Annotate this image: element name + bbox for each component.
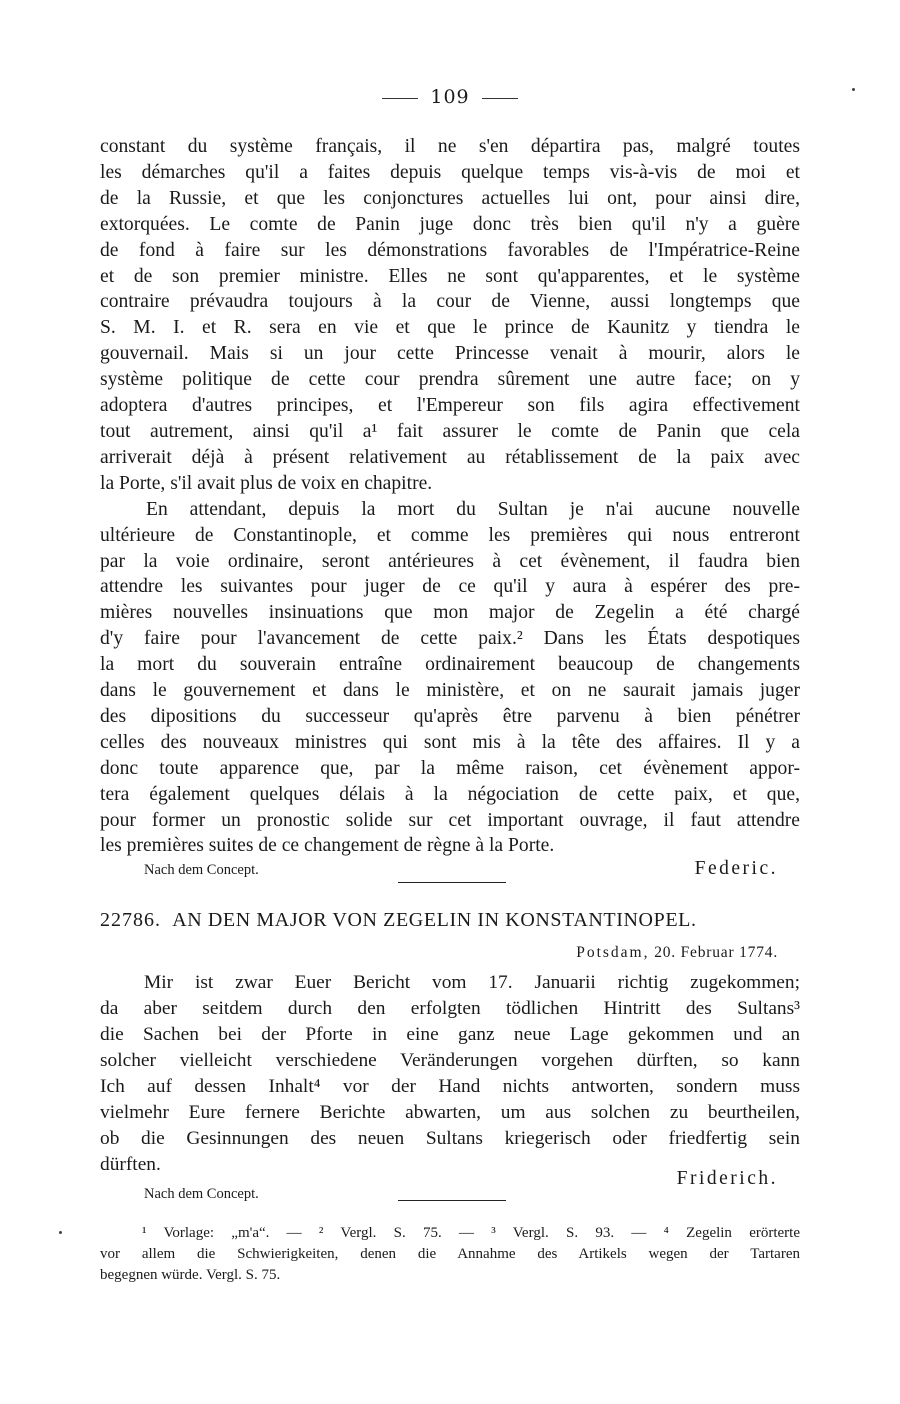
print-speck bbox=[852, 88, 855, 91]
letter1-line: de fond à faire sur les démonstrations favorables de l'Impératrice-Reine bbox=[100, 239, 800, 261]
letter2-heading bbox=[100, 909, 800, 932]
letter1-line: les premières suites de ce changement de règne à la Porte. bbox=[100, 835, 555, 857]
letter1-line: adoptera d'autres principes, et l'Empereur son fils agira effectivement bbox=[100, 395, 800, 417]
letter1-line: les démarches qu'il a faites depuis quelque temps vis-à-vis de moi et bbox=[100, 161, 800, 183]
letter2-line: die Sachen bei der Pforte in eine ganz neue Lage gekommen und an bbox=[100, 1024, 800, 1045]
letter1-body bbox=[100, 134, 800, 859]
letter2-line: da aber seitdem durch den erfolgten tödlichen Hintritt des Sultans³ bbox=[100, 998, 800, 1019]
header-dash-right bbox=[482, 98, 518, 99]
print-speck bbox=[59, 1231, 62, 1234]
footnote-line: begegnen würde. Vergl. S. 75. bbox=[100, 1267, 281, 1283]
separator-rule bbox=[398, 882, 506, 883]
footnote-line: ¹ Vorlage: „m'a“. — ² Vergl. S. 75. — ³ Vergl. S. 93. — ⁴ Zegelin erörterte bbox=[142, 1225, 800, 1241]
letter1-line: celles des nouveaux ministres qui sont mis à la tête des affaires. Il y a bbox=[100, 731, 800, 753]
letter1-line: d'y faire pour l'avancement de cette paix.² Dans les États despotiques bbox=[100, 628, 800, 650]
letter1-line: extorquées. Le comte de Panin juge donc très bien qu'il n'y a guère bbox=[100, 213, 800, 235]
footnotes bbox=[100, 1223, 800, 1286]
letter2-line: vielmehr Eure fernere Berichte abwarten, um aus solchen zu beurtheilen, bbox=[100, 1102, 800, 1123]
letter1-line: pour former un pronostic solide sur cet important ouvrage, il faut attendre bbox=[100, 809, 800, 831]
letter1-line: la Porte, s'il avait plus de voix en chapitre. bbox=[100, 472, 433, 494]
letter1-line: système politique de cette cour prendra sûrement une autre face; on y bbox=[100, 369, 800, 391]
letter2-body bbox=[100, 970, 800, 1178]
letter2-line: ob die Gesinnungen des neuen Sultans kriegerisch oder friedfertig sein bbox=[100, 1128, 800, 1149]
separator-rule bbox=[398, 1200, 506, 1201]
letter1-line: contraire prévaudra toujours à la cour de Vienne, aussi longtemps que bbox=[100, 291, 800, 313]
letter1-line: En attendant, depuis la mort du Sultan je n'ai aucune nouvelle bbox=[146, 498, 800, 520]
signature: Friderich. bbox=[676, 1168, 778, 1189]
footnote-line: vor allem die Schwierigkeiten, denen die Annahme des Artikels wegen der Tartaren bbox=[100, 1246, 800, 1262]
letter1-line: tout autrement, ainsi qu'il a¹ fait assurer le comte de Panin que cela bbox=[100, 420, 800, 442]
letter1-line: mières nouvelles insinuations que mon major de Zegelin a été chargé bbox=[100, 602, 800, 624]
letter-addressee: AN DEN MAJOR VON ZEGELIN IN KONSTANTINOPEL. bbox=[172, 909, 697, 931]
letter1-line: la mort du souverain entraîne ordinairement beaucoup de changements bbox=[100, 654, 800, 676]
letter2-line: dürften. bbox=[100, 1154, 161, 1175]
page-header bbox=[0, 86, 900, 108]
letter2-line: Mir ist zwar Euer Bericht vom 17. Januarii richtig zugekommen; bbox=[144, 972, 800, 993]
letter1-line: attendre les suivantes pour juger de ce qu'il y aura à espérer des pre- bbox=[100, 576, 800, 598]
letter1-line: dans le gouvernement et dans le ministère, et on ne saurait jamais juger bbox=[100, 680, 800, 702]
signature: Federic. bbox=[694, 858, 778, 879]
letter1-line: gouvernail. Mais si un jour cette Princesse venait à mourir, alors le bbox=[100, 343, 800, 365]
letter1-line: de la Russie, et que les conjonctures actuelles lui ont, pour ainsi dire, bbox=[100, 187, 800, 209]
header-dash-left bbox=[382, 98, 418, 99]
letter-place: Potsdam, bbox=[576, 944, 650, 961]
letter1-line: tera également quelques délais à la négociation de cette paix, et que, bbox=[100, 783, 800, 805]
letter1-line: et de son premier ministre. Elles ne sont qu'apparentes, et le système bbox=[100, 265, 800, 287]
letter1-line: par la voie ordinaire, seront antérieures à cet évènement, il faudra bien bbox=[100, 550, 800, 572]
page-number: 109 bbox=[430, 86, 470, 108]
letter1-line: arriverait déjà à présent relativement au rétablissement de la paix avec bbox=[100, 446, 800, 468]
letter1-line: donc toute apparence que, par la même raison, cet évènement appor- bbox=[100, 757, 800, 779]
letter-number: 22786. bbox=[100, 909, 161, 931]
source-note: Nach dem Concept. bbox=[144, 862, 259, 878]
source-note: Nach dem Concept. bbox=[144, 1186, 259, 1202]
letter2-place-date bbox=[576, 944, 778, 962]
letter-date: 20. Februar 1774. bbox=[654, 944, 778, 961]
letter1-line: ultérieure de Constantinople, et comme les premières qui nous entreront bbox=[100, 524, 800, 546]
letter2-line: Ich auf dessen Inhalt⁴ vor der Hand nichts antworten, sondern muss bbox=[100, 1076, 800, 1097]
letter2-line: solcher vielleicht verschiedene Veränderungen vorgehen dürften, so kann bbox=[100, 1050, 800, 1071]
letter1-line: S. M. I. et R. sera en vie et que le prince de Kaunitz y tiendra le bbox=[100, 317, 800, 339]
letter1-line: constant du système français, il ne s'en départira pas, malgré toutes bbox=[100, 136, 800, 157]
letter1-line: des dipositions du successeur qu'après être parvenu à bien pénétrer bbox=[100, 705, 800, 727]
